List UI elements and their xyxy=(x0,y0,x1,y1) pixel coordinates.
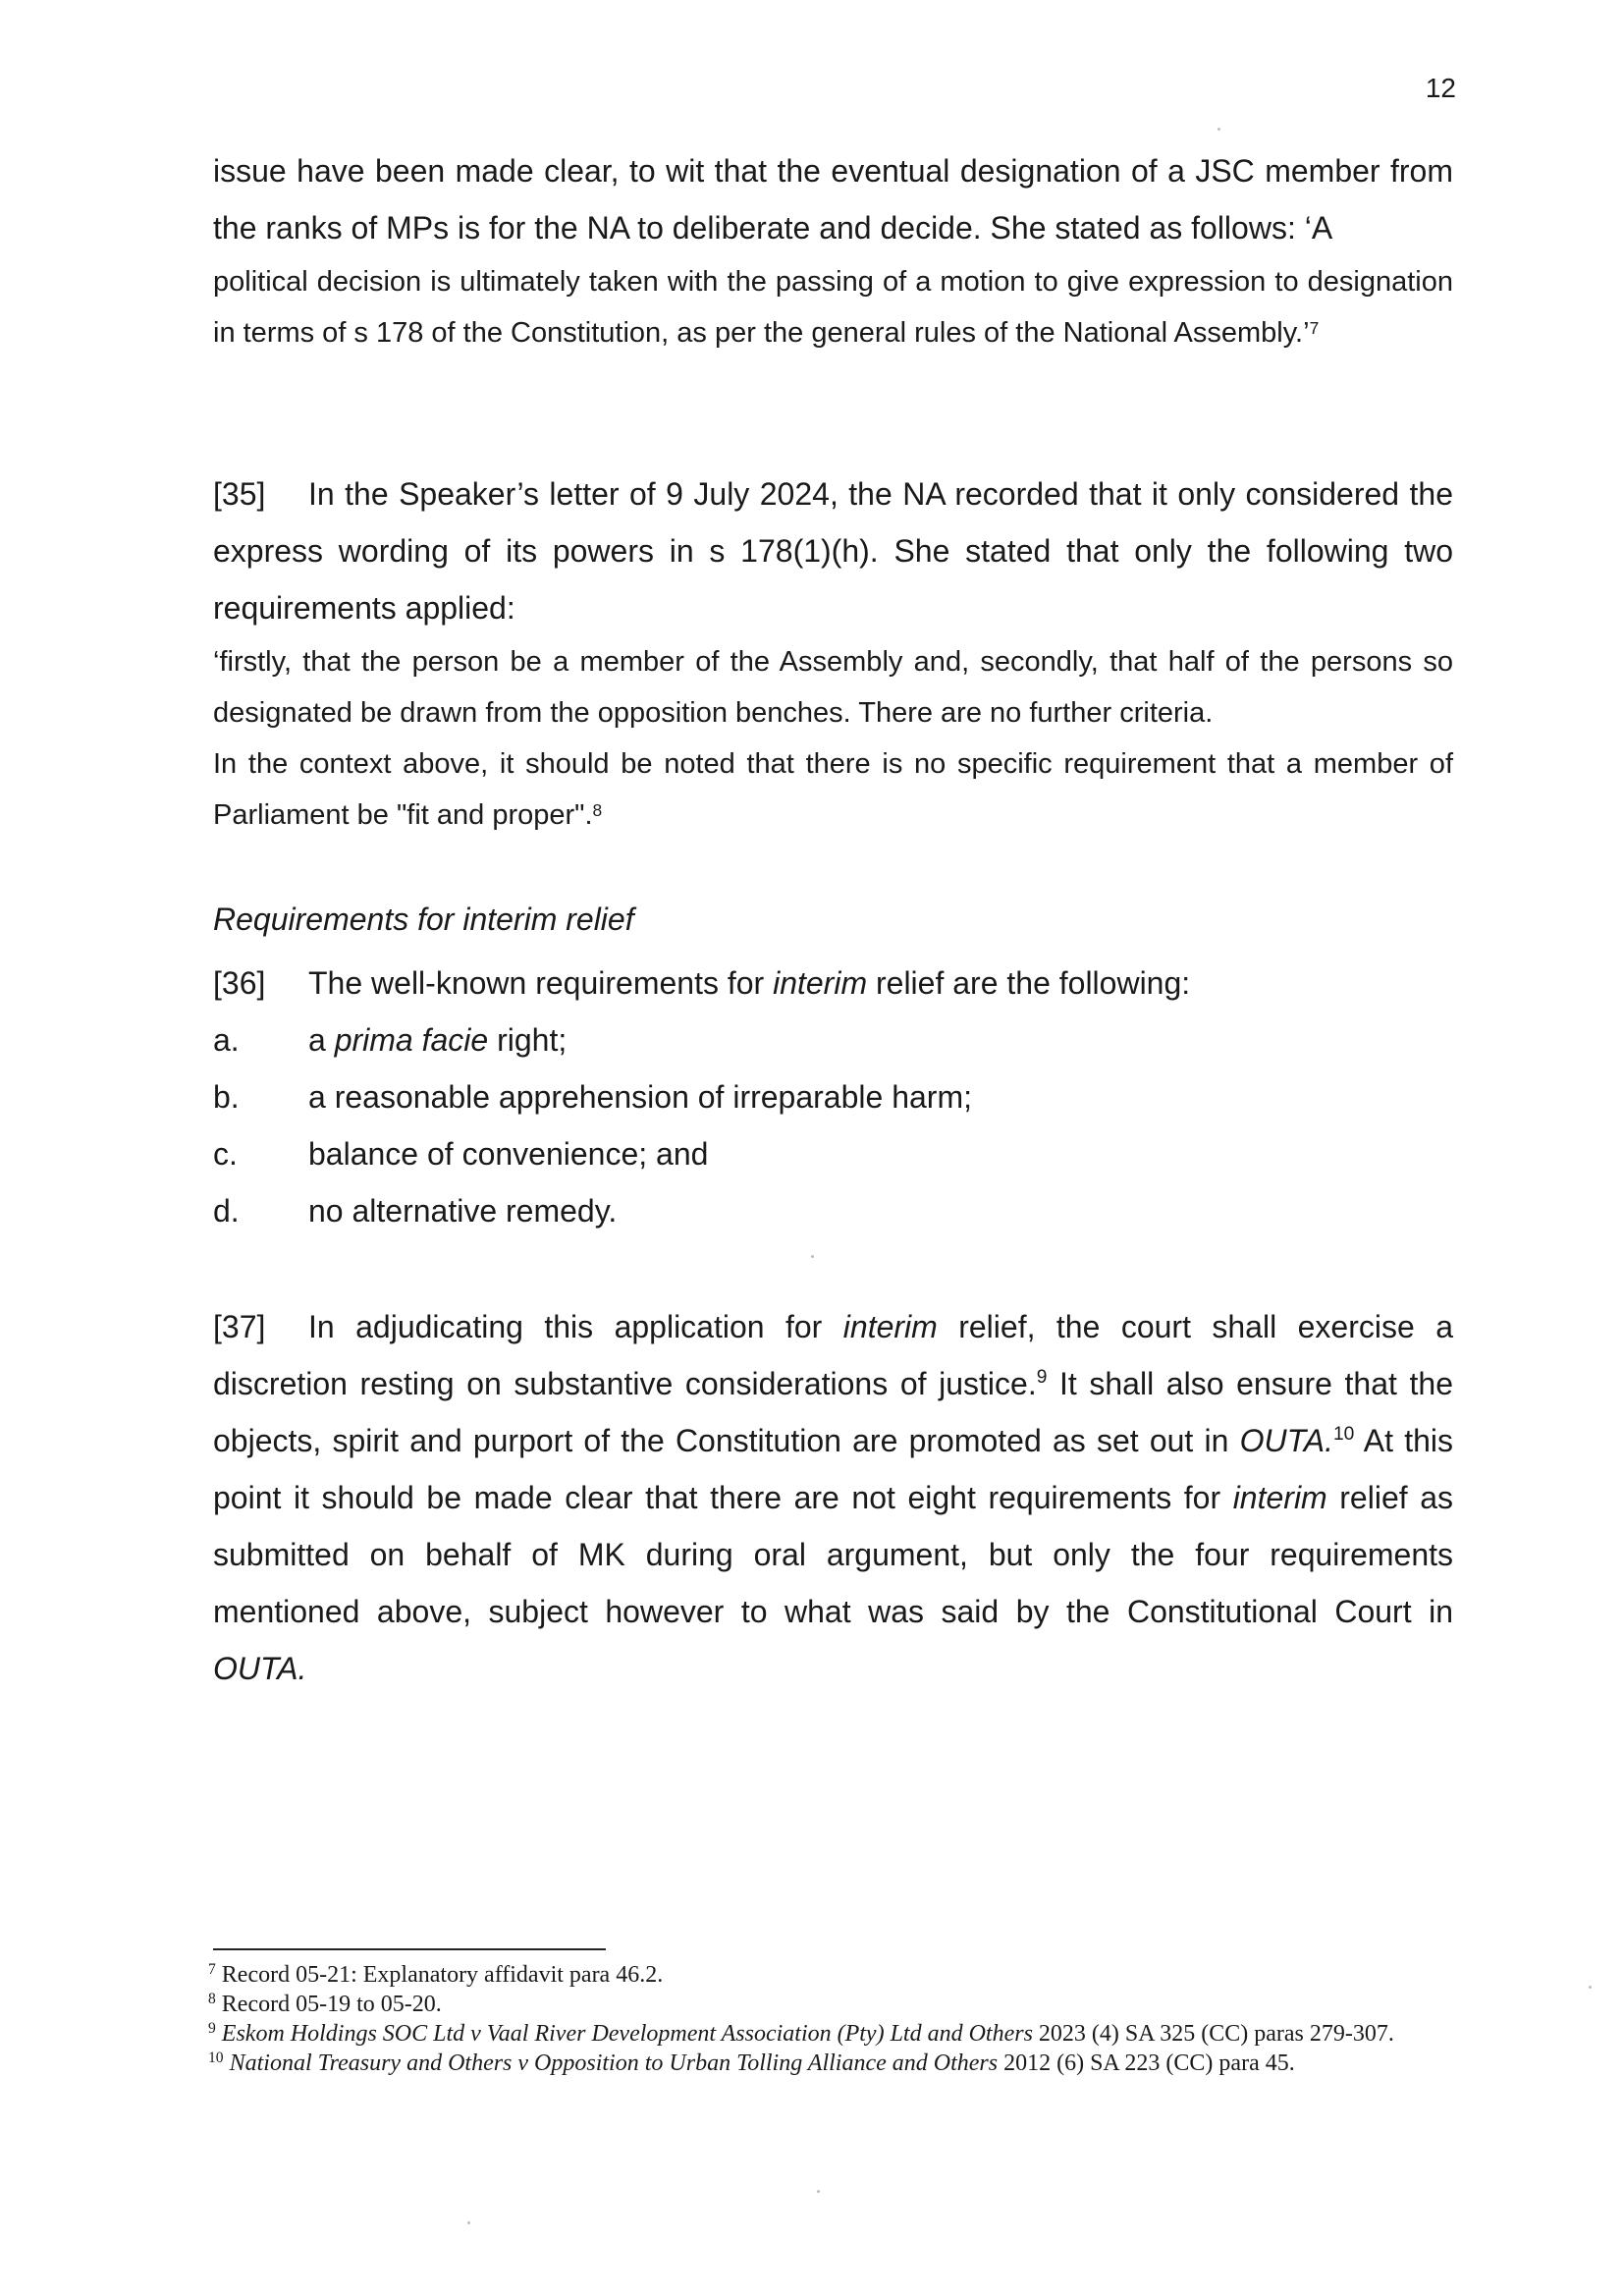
quote-line: ‘firstly, that the person be a member of the Assembly and, secondly, that half of the persons so designated be drawn from the opposition benches. There are no further criteria. xyxy=(213,646,1453,729)
list-label: c. xyxy=(213,1136,238,1172)
footnote-ref: 9 xyxy=(1036,1367,1048,1389)
scan-speck xyxy=(817,2190,820,2193)
paragraph-number: [37] xyxy=(213,1309,266,1344)
paragraph-36 xyxy=(213,955,1453,1239)
quoted-text xyxy=(213,256,1453,358)
scan-speck xyxy=(1217,128,1220,131)
list-label: a. xyxy=(213,1022,240,1058)
paragraph-35 xyxy=(213,465,1453,841)
footnote-ref: 7 xyxy=(1309,317,1320,338)
paragraph-37: [37] In adjudicating this application for interim relief, the court shall exercise a discretion resting on substantive considerations of justice.$^9$ It shall also ensure that the objects, spirit and purport of the Constitution are promoted as set out in OUTA.$^{10}$ At this point it should be made clear that there are not eight requirements for interim relief as submitted on behalf of MK during oral argument, but only the four requirements mentioned above, subject however to what was said by the Constitutional Court in OUTA. xyxy=(213,1298,1453,1697)
paragraph-text: In the Speaker’s letter of 9 July 2024, the NA recorded that it only considered the express wording of its powers in s 178(1)(h). She stated that only the following two requirements applied: xyxy=(213,476,1453,626)
footnotes xyxy=(208,1960,1460,2078)
paragraph-number: [35] xyxy=(213,476,266,512)
quote-text: In the context above, it should be noted that there is no specific requirement that a member of Parliament be "fit and proper". xyxy=(213,748,1453,831)
scan-speck xyxy=(1589,1986,1592,1989)
footnote: $^7$ Record 05-21: Explanatory affidavit para 46.2. xyxy=(208,1961,664,1988)
paragraph-35-body xyxy=(213,465,1453,636)
list-label: b. xyxy=(213,1079,240,1115)
para-line: issue have been made clear, to wit that the eventual designation of a JSC member xyxy=(213,153,1380,189)
footnote: $^8$ Record 05-19 to 05-20. xyxy=(208,1991,442,2017)
paragraph-continuation xyxy=(213,142,1453,358)
paragraph-number: [36] xyxy=(213,965,266,1001)
para-line: from the ranks of MPs is for the NA to deliberate and decide. She stated as follows: ‘A xyxy=(213,153,1453,246)
scan-speck xyxy=(811,1255,814,1258)
scan-speck xyxy=(467,2221,470,2224)
quote-body: political decision is ultimately taken with the passing of a motion to give expression to designation in terms of s 178 of the Constitution, as per the general rules of the National Assembly.’ xyxy=(213,266,1453,349)
list-text: balance of convenience; and xyxy=(308,1136,709,1172)
footnote: $^9$ Eskom Holdings SOC Ltd v Vaal River Development Association (Pty) Ltd and Others 2023 (4) SA 325 (CC) paras 279-307. xyxy=(208,2020,1394,2047)
page-number: 12 xyxy=(1425,73,1456,103)
list-text: a reasonable apprehension of irreparable harm; xyxy=(308,1079,972,1115)
footnote-ref: 8 xyxy=(592,799,603,820)
list-item xyxy=(213,1125,1453,1182)
quote-line-2 xyxy=(213,738,1453,841)
list-text: no alternative remedy. xyxy=(308,1193,618,1229)
paragraph-36-intro xyxy=(213,955,1453,1011)
footnote-divider xyxy=(213,1948,606,1950)
paragraph-text: The well-known requirements for interim relief are the following: xyxy=(308,965,1191,1001)
section-heading: Requirements for interim relief xyxy=(213,902,634,937)
list-item xyxy=(213,1068,1453,1125)
list-item xyxy=(213,1182,1453,1239)
list-item xyxy=(213,1011,1453,1068)
block-quote xyxy=(213,636,1453,841)
list-label: d. xyxy=(213,1193,240,1229)
list-text: a prima facie right; xyxy=(308,1022,568,1058)
footnote-ref: 10 xyxy=(1333,1424,1355,1446)
footnote: $^{10}$ National Treasury and Others v Opposition to Urban Tolling Alliance and Others 2012 (6) SA 223 (CC) para 45. xyxy=(208,2050,1295,2076)
